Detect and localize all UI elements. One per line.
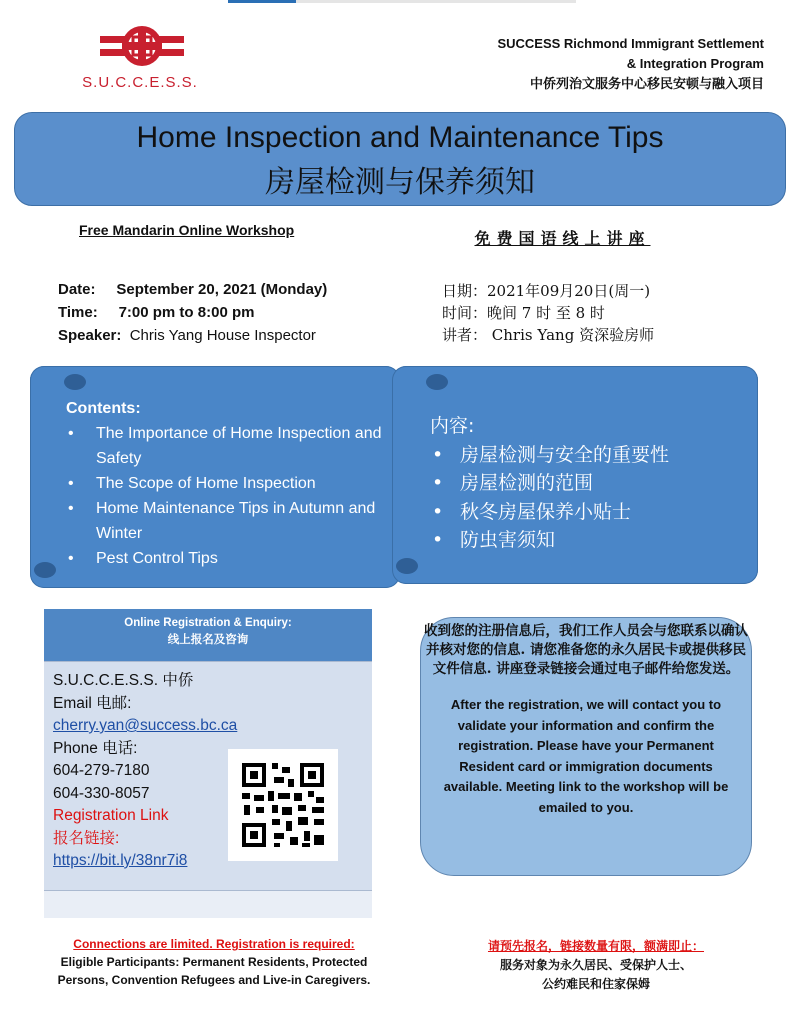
email-label: Email 电邮: [53,694,132,712]
contents-heading-en: Contents: [66,400,141,417]
title-cn: 房屋检测与保养须知 [265,165,535,200]
registration-org: S.U.C.C.E.S.S. 中侨 [53,672,194,689]
footer-eligibility-cn-2: 公约难民和住家保姆 [541,977,650,991]
speaker-value: Chris Yang House Inspector [129,327,316,344]
registration-link-label-en: Registration Link [53,807,169,824]
time-value: 7:00 pm to 8:00 pm [118,304,255,321]
footer-en [34,935,394,989]
footer-warning-cn: 请预先报名，链接数量有限，额满即止： [487,939,704,953]
logo-text: S.U.C.C.E.S.S. [82,74,198,91]
list-item: • 房屋检测的范围 [460,469,750,498]
footer-eligibility-cn-1: 服务对象为永久居民、受保护人士、 [499,958,692,972]
speaker-label-cn: 讲者： [442,326,488,344]
registration-notice [420,617,752,876]
registration-header-cn: 线上报名及咨询 [167,634,249,646]
qr-code-icon[interactable] [228,749,338,861]
registration-details [44,661,372,891]
registration-link-label-cn: 报名链接: [53,829,120,847]
title-en: Home Inspection and Maintenance Tips [136,121,664,154]
event-info-en [58,278,327,347]
date-cn: 日期：2021年09月20日(周一) [442,282,651,300]
contents-list-en [66,396,386,571]
list-item: • The Importance of Home Inspection and Safety [96,421,386,471]
registration-header [44,609,372,661]
date-value: September 20, 2021 (Monday) [116,281,328,298]
phone-number-2: 604-330-8057 [53,784,150,802]
speaker-value-cn: Chris Yang 资深验房师 [491,326,655,344]
list-item: • 防虫害须知 [460,526,750,555]
date-label: Date: [58,281,96,298]
org-line-2: & Integration Program [626,56,764,71]
list-item: • The Scope of Home Inspection [96,471,386,496]
scroll-curl [34,562,56,578]
scroll-curl [396,558,418,574]
list-item: • 房屋检测与安全的重要性 [460,441,750,470]
list-item: • Pest Control Tips [96,546,386,571]
workshop-subtitle-en: Free Mandarin Online Workshop [79,222,295,238]
time-cn: 时间：晚间 7 时 至 8 时 [442,304,605,322]
success-logo-icon [100,22,184,70]
notice-cn: 收到您的注册信息后，我们工作人员会与您联系以确认并核对您的信息. 请您准备您的永久居民卡或提供移民文件信息. 讲座登录链接会通过电子邮件给您发送。 [424,623,748,677]
org-line-3: 中侨列治文服务中心移民安顿与融入项目 [529,76,764,91]
scroll-curl [426,374,448,390]
list-item: • Home Maintenance Tips in Autumn and Winter [96,496,386,546]
registration-header-en: Online Registration & Enquiry: [124,617,292,629]
speaker-label: Speaker: [58,327,122,344]
top-divider-accent [228,0,296,3]
notice-en: After the registration, we will contact you to validate your information and confirm the registration. Please have your Permanent Resident card or immigration documents available. Meeting link to the workshop will be emailed to you. [443,697,729,815]
registration-link[interactable]: https://bit.ly/38nr7i8 [53,852,188,869]
scroll-curl [64,374,86,390]
phone-number-1: 604-279-7180 [53,762,150,779]
contents-heading-cn: 内容: [430,415,475,437]
footer-eligibility-en: Eligible Participants: Permanent Residents, Protected Persons, Convention Refugees and Live-in Caregivers. [57,955,371,987]
time-label: Time: [58,304,98,321]
registration-box [44,609,372,918]
event-info-cn [442,280,654,346]
footer-cn [450,937,742,994]
phone-label: Phone 电话: [53,739,138,757]
title-banner [14,112,786,206]
list-item: • 秋冬房屋保养小贴士 [460,498,750,527]
org-line-1: SUCCESS Richmond Immigrant Settlement [497,36,764,51]
contents-list-cn [430,412,750,555]
email-link[interactable]: cherry.yan@success.bc.ca [53,717,238,734]
workshop-subtitle-cn: 免费国语线上讲座 [474,229,651,248]
organization-name [384,34,764,94]
footer-warning-en: Connections are limited. Registration is required: [73,937,355,951]
